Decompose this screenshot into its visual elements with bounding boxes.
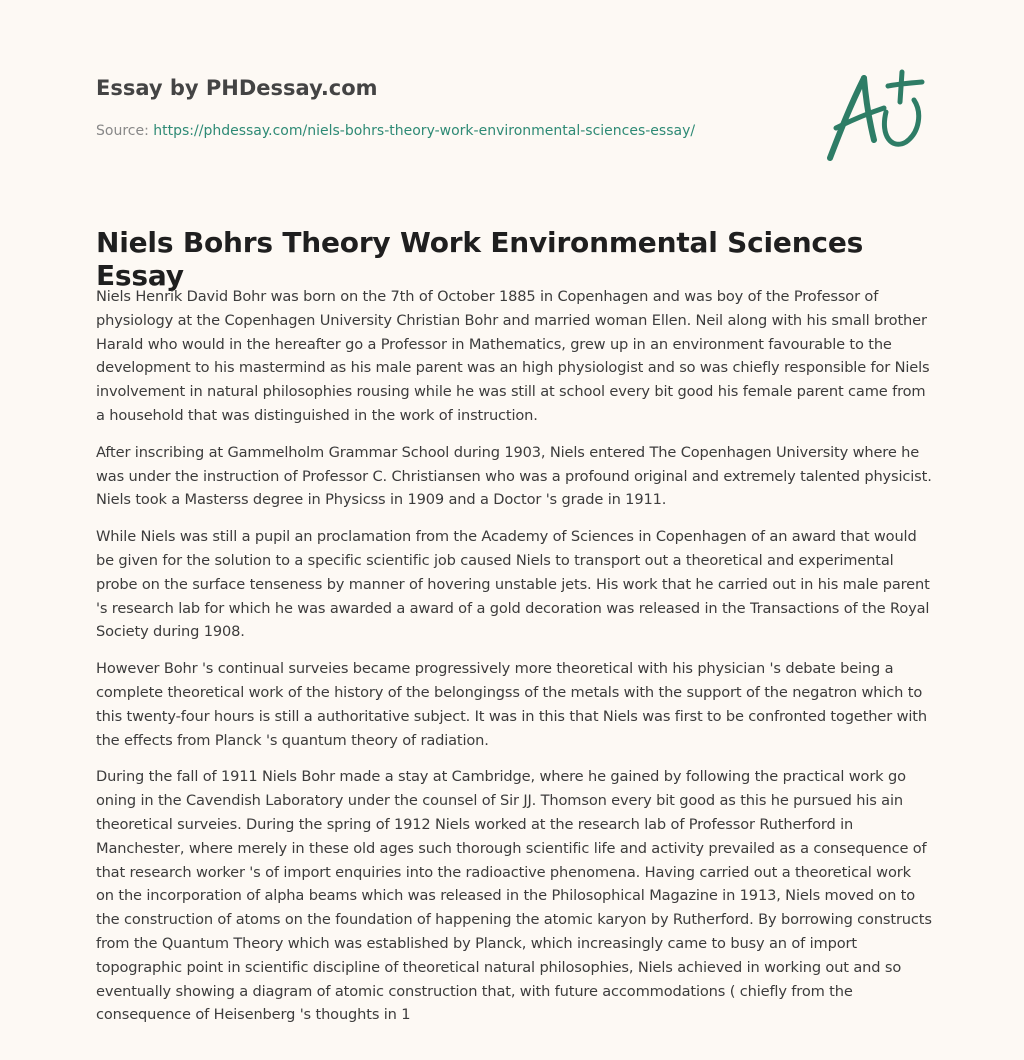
- essay-title: Niels Bohrs Theory Work Environmental Sciences Essay: [96, 226, 864, 292]
- source-label: Source:: [96, 123, 154, 139]
- essay-paragraph: During the fall of 1911 Niels Bohr made a stay at Cambridge, where he gained by following the practical work go oning in the Cavendish Laboratory under the counsel of Sir JJ. Thomson every bit good as this he pursued his ain theoretical surveies. During the spring of 1912 Niels worked at the research lab of Professor Rutherford in Manchester, where merely in these old ages such thorough scientific life and activity prevailed as a consequence of that research worker 's of import enquiries into the radioactive phenomena. Having carried out a theoretical work on the incorporation of alpha beams which was released in the Philosophical Magazine in 1913, Niels moved on to the construction of atoms on the foundation of happening the atomic karyon by Rutherford. By borrowing constructs from the Quantum Theory which was established by Planck, which increasingly came to busy an of import topographic point in scientific discipline of theoretical natural philosophies, Niels achieved in working out and so eventually showing a diagram of atomic construction that, with future accommodations ( chiefly from the consequence of Heisenberg 's thoughts in 1: [96, 768, 932, 1024]
- essay-paragraph: While Niels was still a pupil an proclamation from the Academy of Sciences in Copenhagen of an award that would be given for the solution to a specific scientific job caused Niels to transport out a theoretical and experimental probe on the surface tenseness by manner of hovering unstable jets. His work that he carried out in his male parent 's research lab for which he was awarded a award of a gold decoration was released in the Transactions of the Royal Society during 1908.: [96, 528, 930, 641]
- a-plus-logo-icon: [818, 66, 930, 166]
- essay-paragraph: After inscribing at Gammelholm Grammar School during 1903, Niels entered The Copenhagen University where he was under the instruction of Professor C. Christiansen who was a profound original and extremely talented physicist. Niels took a Masterss degree in Physicss in 1909 and a Doctor 's grade in 1911.: [96, 443, 932, 509]
- essay-body: [96, 285, 932, 1040]
- source-line: [96, 123, 695, 139]
- site-title: Essay by PHDessay.com: [96, 76, 378, 100]
- essay-paragraph: Niels Henrik David Bohr was born on the 7th of October 1885 in Copenhagen and was boy of the Professor of physiology at the Copenhagen University Christian Bohr and married woman Ellen. Neil along with his small brother Harald who would in the hereafter go a Professor in Mathematics, grew up in an environment favourable to the development to his mastermind as his male parent was an high physiologist and so was chiefly responsible for Niels involvement in natural philosophies rousing while he was still at school every bit good his female parent came from a household that was distinguished in the work of instruction.: [96, 288, 930, 424]
- source-link[interactable]: https://phdessay.com/niels-bohrs-theory-work-environmental-sciences-essay/: [153, 123, 696, 139]
- essay-paragraph: However Bohr 's continual surveies became progressively more theoretical with his physician 's debate being a complete theoretical work of the history of the belongingss of the metals with the support of the negatron which to this twenty-four hours is still a authoritative subject. It was in this that Niels was first to be confronted together with the effects from Planck 's quantum theory of radiation.: [96, 660, 927, 749]
